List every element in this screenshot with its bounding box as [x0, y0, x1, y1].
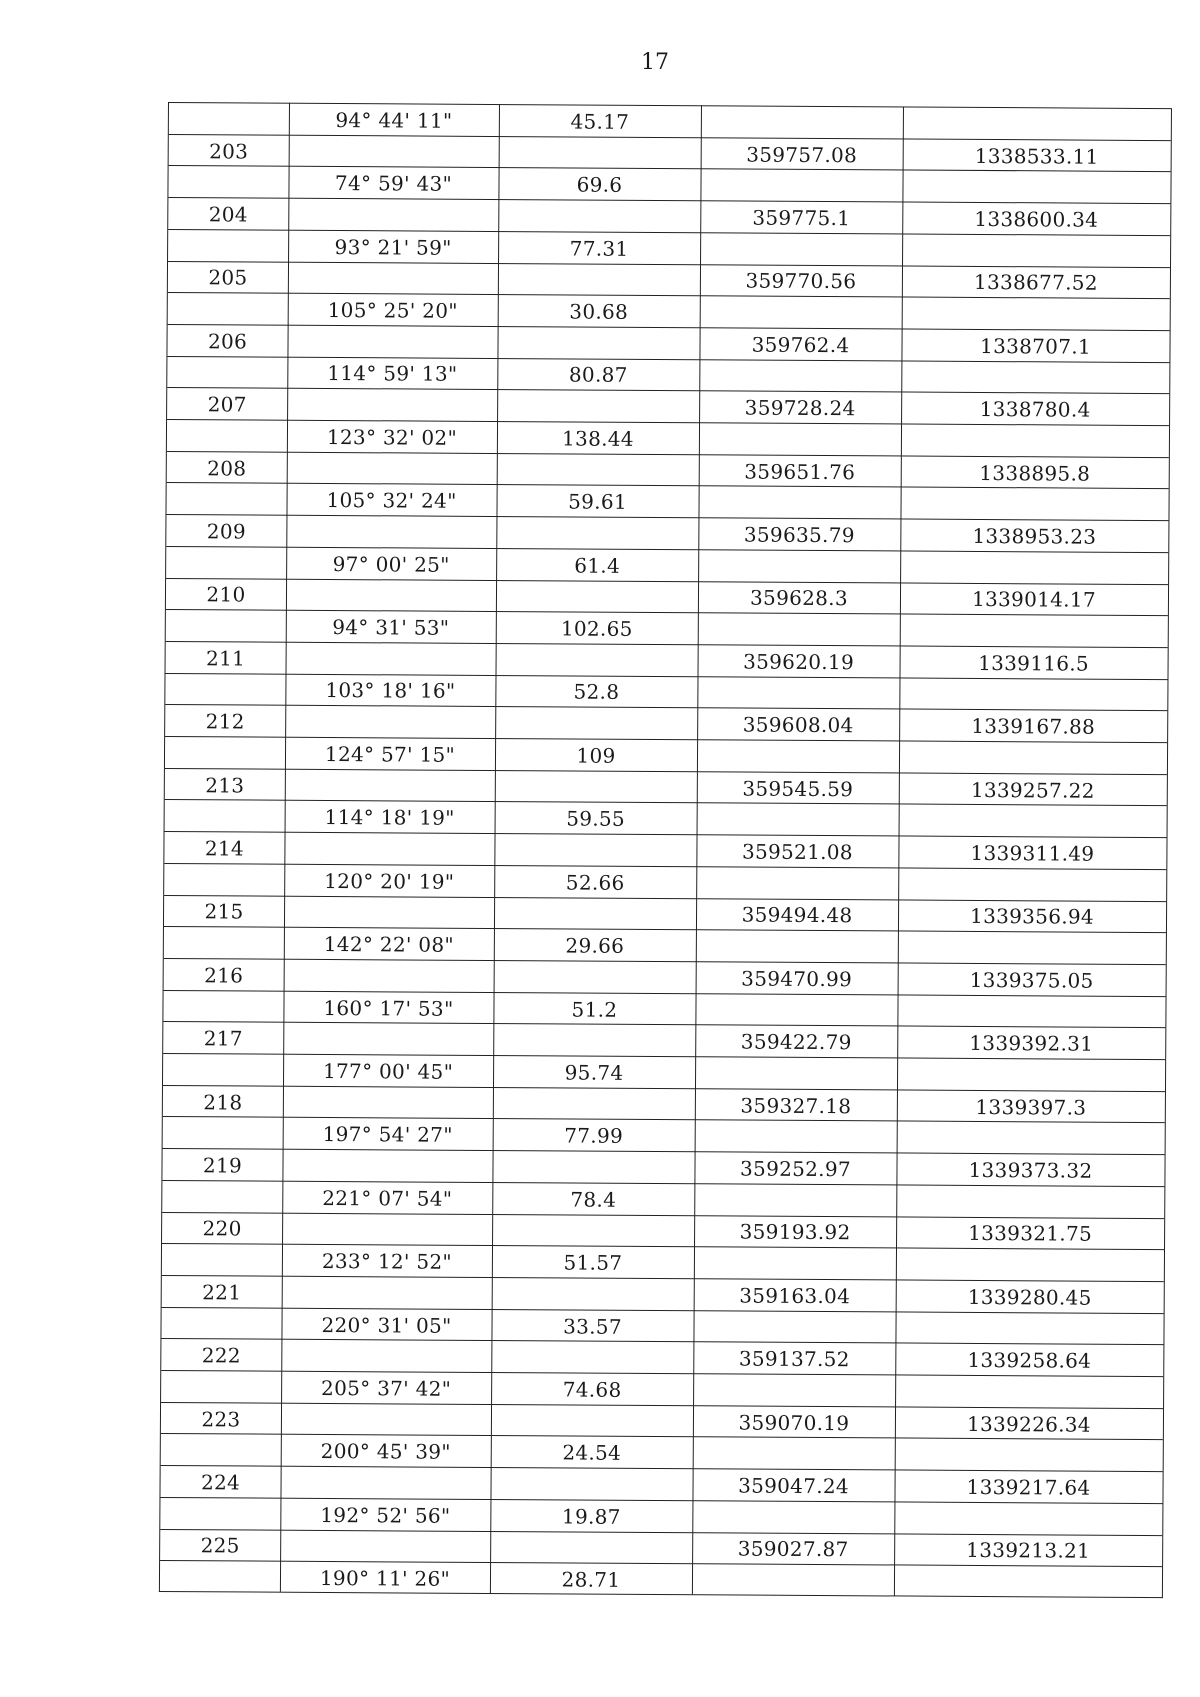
- distance-cell: 30.68: [569, 299, 629, 324]
- y-coordinate-cell: 1339356.94: [970, 904, 1095, 930]
- distance-cell: 51.2: [571, 996, 618, 1022]
- x-coordinate-cell: 359163.04: [739, 1283, 851, 1309]
- y-coordinate-cell: 1339258.64: [967, 1348, 1092, 1373]
- bearing-cell: 197° 54' 27": [322, 1122, 453, 1148]
- y-coordinate-cell: 1339226.34: [966, 1411, 1091, 1437]
- bearing-cell: 200° 45' 39": [320, 1439, 451, 1465]
- bearing-cell: 103° 18' 16": [325, 678, 456, 704]
- distance-cell: 77.99: [564, 1123, 624, 1149]
- x-coordinate-cell: 359137.52: [738, 1346, 850, 1372]
- x-coordinate-cell: 359193.92: [739, 1219, 851, 1245]
- x-coordinate-cell: 359651.76: [744, 459, 856, 484]
- y-coordinate-cell: 1339375.05: [969, 967, 1094, 993]
- distance-cell: 29.66: [565, 933, 625, 958]
- bearing-cell: 221° 07' 54": [322, 1185, 453, 1211]
- point-id-cell: 204: [208, 202, 248, 227]
- y-coordinate-cell: 1339257.22: [970, 777, 1095, 803]
- distance-cell: 52.8: [573, 679, 620, 705]
- point-id-cell: 215: [204, 899, 244, 924]
- bearing-cell: 74° 59' 43": [334, 171, 453, 196]
- distance-cell: 74.68: [562, 1377, 622, 1402]
- x-coordinate-cell: 359775.1: [752, 205, 851, 231]
- y-coordinate-cell: 1338600.34: [974, 206, 1099, 232]
- bearing-cell: 105° 32' 24": [326, 488, 457, 514]
- x-coordinate-cell: 359070.19: [738, 1410, 850, 1435]
- x-coordinate-cell: 359470.99: [741, 966, 853, 991]
- y-coordinate-cell: 1339014.17: [971, 587, 1096, 613]
- bearing-cell: 177° 00' 45": [322, 1058, 454, 1084]
- distance-cell: 61.4: [574, 553, 621, 578]
- point-id-cell: 205: [208, 265, 248, 290]
- x-coordinate-cell: 359620.19: [743, 649, 855, 674]
- bearing-cell: 123° 32' 02": [326, 424, 458, 450]
- y-coordinate-cell: 1338707.1: [980, 333, 1092, 359]
- distance-cell: 102.65: [560, 616, 633, 641]
- bearing-cell: 205° 37' 42": [321, 1375, 452, 1401]
- bearing-cell: 190° 11' 26": [319, 1566, 451, 1591]
- bearing-cell: 120° 20' 19": [324, 868, 455, 894]
- y-coordinate-cell: 1339392.31: [969, 1031, 1094, 1056]
- bearing-cell: 220° 31' 05": [321, 1312, 452, 1338]
- x-coordinate-cell: 359608.04: [742, 712, 854, 738]
- x-coordinate-cell: 359762.4: [751, 332, 850, 357]
- point-id-cell: 208: [207, 455, 247, 481]
- distance-cell: 109: [576, 743, 616, 768]
- distance-cell: 19.87: [561, 1504, 621, 1529]
- bearing-cell: 114° 59' 13": [327, 361, 458, 387]
- point-id-cell: 216: [204, 963, 244, 988]
- y-coordinate-cell: 1338533.11: [974, 143, 1099, 169]
- distance-cell: 28.71: [561, 1567, 621, 1592]
- x-coordinate-cell: 359728.24: [744, 395, 856, 421]
- bearing-cell: 192° 52' 56": [320, 1502, 451, 1528]
- x-coordinate-cell: 359027.87: [737, 1536, 849, 1562]
- x-coordinate-cell: 359252.97: [739, 1156, 851, 1182]
- point-id-cell: 223: [201, 1406, 241, 1432]
- point-id-cell: 217: [203, 1026, 243, 1051]
- y-coordinate-cell: 1339217.64: [966, 1474, 1091, 1500]
- point-id-cell: 224: [200, 1470, 241, 1495]
- bearing-cell: 160° 17' 53": [323, 995, 454, 1021]
- point-id-cell: 219: [202, 1153, 243, 1178]
- y-coordinate-cell: 1339213.21: [966, 1538, 1091, 1564]
- x-coordinate-cell: 359422.79: [740, 1029, 852, 1055]
- distance-cell: 45.17: [570, 109, 630, 134]
- distance-cell: 33.57: [563, 1313, 622, 1339]
- y-coordinate-cell: 1339373.32: [968, 1157, 1093, 1183]
- point-id-cell: 225: [200, 1533, 240, 1558]
- y-coordinate-cell: 1339167.88: [971, 714, 1096, 739]
- x-coordinate-cell: 359545.59: [742, 776, 854, 801]
- x-coordinate-cell: 359494.48: [741, 902, 853, 928]
- distance-cell: 52.66: [565, 870, 625, 895]
- point-id-cell: 220: [202, 1216, 242, 1241]
- y-coordinate-cell: 1339397.3: [975, 1094, 1087, 1120]
- point-id-cell: 206: [207, 328, 248, 354]
- y-coordinate-cell: 1339116.5: [978, 650, 1090, 676]
- coordinate-table: [159, 102, 1172, 1598]
- distance-cell: 24.54: [562, 1440, 622, 1466]
- bearing-cell: 105° 25' 20": [327, 298, 458, 323]
- x-coordinate-cell: 359757.08: [746, 142, 858, 167]
- point-id-cell: 222: [201, 1343, 241, 1368]
- bearing-cell: 124° 57' 15": [324, 741, 456, 767]
- point-id-cell: 218: [203, 1089, 243, 1115]
- distance-cell: 59.61: [568, 489, 628, 515]
- bearing-cell: 142° 22' 08": [323, 932, 454, 957]
- bearing-cell: 233° 12' 52": [321, 1249, 453, 1274]
- x-coordinate-cell: 359327.18: [740, 1093, 852, 1118]
- point-id-cell: 210: [206, 582, 246, 607]
- distance-cell: 78.4: [570, 1187, 617, 1212]
- x-coordinate-cell: 359047.24: [738, 1473, 850, 1499]
- point-id-cell: 212: [205, 709, 245, 734]
- distance-cell: 59.55: [566, 806, 626, 832]
- bearing-cell: 93° 21' 59": [334, 234, 452, 260]
- x-coordinate-cell: 359770.56: [745, 268, 857, 294]
- distance-cell: 80.87: [568, 362, 628, 388]
- distance-cell: 138.44: [561, 426, 634, 451]
- x-coordinate-cell: 359628.3: [749, 585, 848, 611]
- point-id-cell: 209: [206, 519, 246, 544]
- point-id-cell: 211: [205, 646, 246, 671]
- distance-cell: 77.31: [569, 236, 629, 261]
- bearing-cell: 114° 18' 19": [324, 805, 455, 831]
- bearing-cell: 97° 00' 25": [332, 551, 450, 577]
- distance-cell: 69.6: [576, 172, 623, 198]
- point-id-cell: 203: [209, 138, 249, 164]
- y-coordinate-cell: 1338677.52: [973, 270, 1098, 296]
- point-id-cell: 214: [204, 836, 245, 861]
- bearing-cell: 94° 44' 11": [335, 107, 453, 133]
- y-coordinate-cell: 1339311.49: [970, 840, 1095, 866]
- point-id-cell: 207: [207, 392, 247, 417]
- segment-row: [160, 1560, 1162, 1599]
- y-coordinate-cell: 1339321.75: [968, 1221, 1093, 1247]
- page-number: 17: [641, 50, 669, 75]
- distance-cell: 51.57: [563, 1250, 623, 1275]
- x-coordinate-cell: 359635.79: [743, 522, 855, 548]
- bearing-cell: 94° 31' 53": [332, 615, 450, 640]
- distance-cell: 95.74: [564, 1060, 624, 1085]
- y-coordinate-cell: 1338780.4: [979, 397, 1091, 422]
- y-coordinate-cell: 1339280.45: [967, 1284, 1092, 1310]
- point-id-cell: 221: [202, 1280, 242, 1305]
- y-coordinate-cell: 1338895.8: [979, 460, 1091, 486]
- point-id-cell: 213: [205, 772, 245, 798]
- x-coordinate-cell: 359521.08: [741, 839, 853, 865]
- y-coordinate-cell: 1338953.23: [972, 523, 1097, 549]
